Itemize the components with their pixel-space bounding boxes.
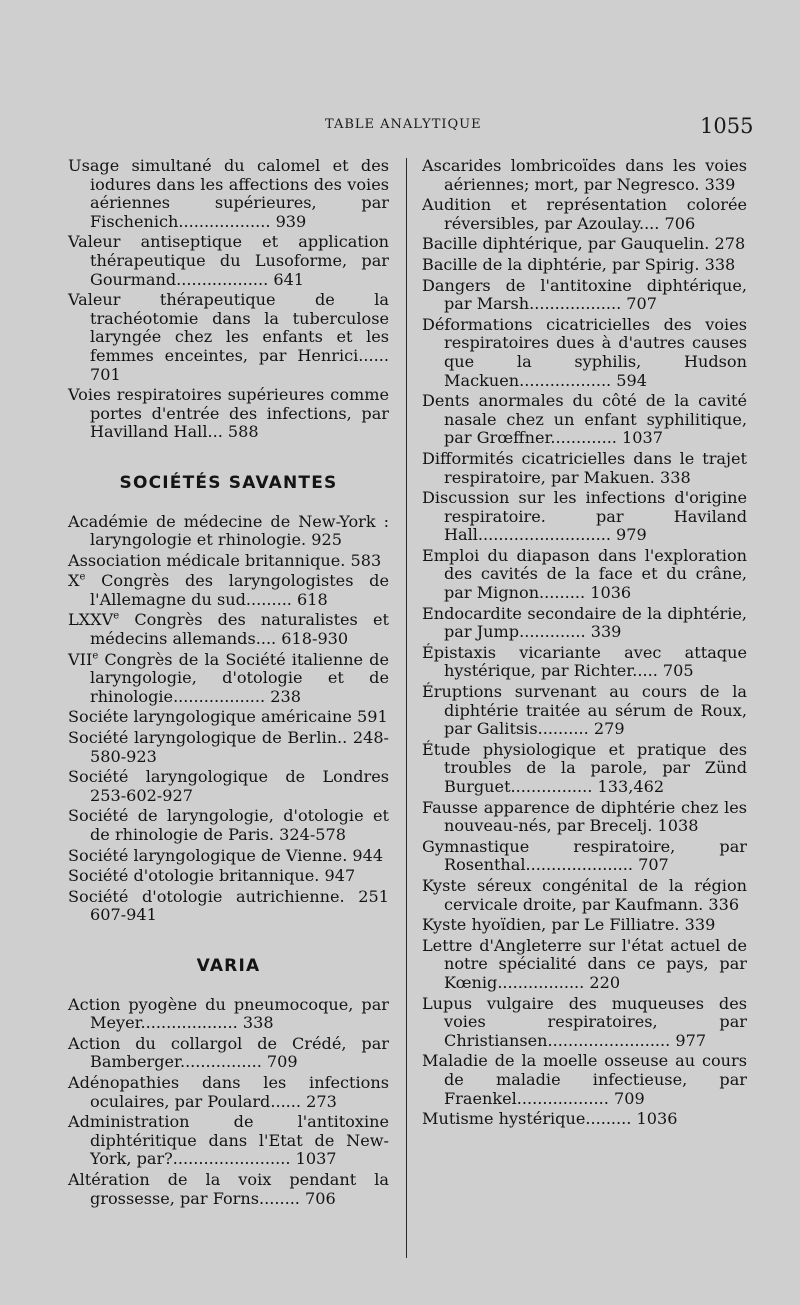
congres-number: LXXV <box>68 610 114 630</box>
section-heading-varia: VARIA <box>196 955 261 976</box>
index-entry: Société de laryngologie, d'otologie et de rhinologie de Paris. 324-578 <box>68 806 389 844</box>
index-entry: Adénopathies dans les infections oculaires, par Poulard...... 273 <box>68 1072 389 1111</box>
running-head <box>0 114 800 144</box>
index-entry: Endocardite secondaire de la diphtérie, par Jump............. 339 <box>422 603 747 642</box>
index-entry: Action pyogène du pneumocoque, par Meyer................... 338 <box>68 994 389 1033</box>
index-entry <box>68 611 389 648</box>
index-entry: Société d'otologie britannique. 947 <box>68 866 356 886</box>
index-entry: Épistaxis vicariante avec attaque hystérique, par Richter..... 705 <box>422 642 747 681</box>
index-entry: Discussion sur les infections d'origine respiratoire. par Haviland Hall.......................... 979 <box>422 488 747 545</box>
index-entry: Gymnastique respiratoire, par Rosenthal..................... 707 <box>422 836 747 875</box>
index-entry: Valeur thérapeutique de la trachéotomie dans la tuberculose laryngée chez les enfants et les femmes enceintes, par Henrici...... 701 <box>68 290 389 384</box>
index-entry: Lupus vulgaire des muqueuses des voies respiratoires, par Christiansen........................ 977 <box>422 993 747 1050</box>
index-entry: Dents anormales du côté de la cavité nasale chez un enfant syphilitique, par Grœffner............. 1037 <box>422 391 747 448</box>
congres-number: X <box>68 571 80 591</box>
index-entry: Administration de l'antitoxine diphtéritique dans l'Etat de New-York, par?....................... 1037 <box>68 1112 389 1169</box>
ordinal-suffix: e <box>79 571 86 583</box>
index-entry: Difformités cicatricielles dans le trajet respiratoire, par Makuen. 338 <box>422 448 747 487</box>
congres-number: VII <box>68 649 93 669</box>
index-entry: Usage simultané du calomel et des iodures dans les affections des voies aériennes supérieures, par Fischenich.................. 939 <box>68 156 389 231</box>
index-entry: Sociéte laryngologique américaine 591 <box>68 707 388 727</box>
page-number: 1055 <box>700 114 754 138</box>
index-entry: Éruptions survenant au cours de la diphtérie traitée au sérum de Roux, par Galitsis.......... 279 <box>422 682 747 739</box>
index-entry: Étude physiologique et pratique des troubles de la parole, par Zünd Burguet................ 133,462 <box>422 739 747 796</box>
ordinal-suffix: e <box>113 611 120 623</box>
index-entry: Audition et représentation colorée réversibles, par Azoulay.... 706 <box>422 195 747 233</box>
index-entry: Kyste hyoïdien, par Le Filliatre. 339 <box>422 915 716 935</box>
index-entry: Société d'otologie autrichienne. 251 607-941 <box>68 886 389 925</box>
index-entry: Altération de la voix pendant la grossesse, par Forns........ 706 <box>68 1169 389 1208</box>
index-entry: Association médicale britannique. 583 <box>68 550 382 570</box>
index-entry: Emploi du diapason dans l'exploration des cavités de la face et du crâne, par Mignon......... 1036 <box>422 545 747 603</box>
index-entry: Dangers de l'antitoxine diphtérique, par Marsh.................. 707 <box>422 275 747 314</box>
index-entry: Valeur antiseptique et application thérapeutique du Lusoforme, par Gourmand.................. 641 <box>68 232 389 289</box>
index-entry: Bacille de la diphtérie, par Spirig. 338 <box>422 254 736 274</box>
right-column <box>422 157 747 1131</box>
index-entry <box>68 572 389 609</box>
index-entry: Bacille diphtérique, par Gauquelin. 278 <box>422 234 746 254</box>
index-entry: Action du collargol de Crédé, par Bamberger................ 709 <box>68 1033 389 1072</box>
ordinal-suffix: e <box>92 650 99 662</box>
index-entry <box>68 651 389 707</box>
index-entry: Fausse apparence de diphtérie chez les nouveau-nés, par Brecelj. 1038 <box>422 797 747 836</box>
index-entry: Académie de médecine de New-York : laryngologie et rhinologie. 925 <box>68 511 389 550</box>
running-title: TABLE ANALYTIQUE <box>325 117 482 132</box>
congres-text: Congrès des naturalistes et médecins allemands.... 618-930 <box>90 610 389 649</box>
congres-text: Congrès de la Société italienne de laryngologie, d'otologie et de rhinologie.................. 238 <box>90 649 389 706</box>
index-entry: Société laryngologique de Londres 253-602-927 <box>68 767 389 805</box>
section-heading-societes: SOCIÉTÉS SAVANTES <box>119 472 338 493</box>
index-entry: Ascarides lombricoïdes dans les voies aériennes; mort, par Negresco. 339 <box>422 156 747 194</box>
index-entry: Maladie de la moelle osseuse au cours de maladie infectieuse, par Fraenkel.................. 709 <box>422 1051 747 1108</box>
left-column <box>68 157 389 1210</box>
column-divider <box>406 158 407 1258</box>
index-entry: Déformations cicatricielles des voies respiratoires dues à d'autres causes que la syphilis, Hudson Mackuen.................. 594 <box>422 314 747 390</box>
index-entry: Mutisme hystérique......... 1036 <box>422 1109 678 1129</box>
congres-text: Congrès des laryngologistes de l'Allemagne du sud......... 618 <box>85 571 389 609</box>
index-entry: Kyste séreux congénital de la région cervicale droite, par Kaufmann. 336 <box>422 875 747 914</box>
index-entry: Société laryngologique de Berlin.. 248-580-923 <box>68 728 389 766</box>
index-entry: Société laryngologique de Vienne. 944 <box>68 845 384 865</box>
index-entry: Lettre d'Angleterre sur l'état actuel de notre spécialité dans ce pays, par Kœnig................. 220 <box>422 935 747 992</box>
index-entry: Voies respiratoires supérieures comme portes d'entrée des infections, par Havilland Hall... 588 <box>68 385 389 442</box>
